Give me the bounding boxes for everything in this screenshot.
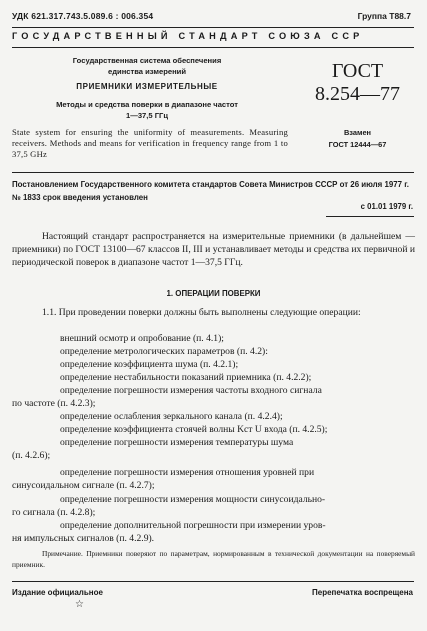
replaces-block xyxy=(300,127,415,151)
list-item: определение ослабления зеркального канала (п. 4.2.4); xyxy=(60,411,283,422)
list-item: определение дополнительной погрешности при измерении уров- xyxy=(60,520,326,531)
list-item: внешний осмотр и опробование (п. 4.1); xyxy=(60,333,224,344)
system-line-2: единства измерений xyxy=(107,67,187,76)
group-code: Группа Т88.7 xyxy=(357,11,411,21)
list-item: определение погрешности измерения частоты входного сигнала xyxy=(60,385,322,396)
system-line-1: Государственная система обеспечения xyxy=(72,56,222,65)
list-item: определение погрешности измерения мощности синусоидально- xyxy=(60,494,326,505)
paragraph-1-1: 1.1. При проведении поверки должны быть выполнены следующие операции: xyxy=(42,307,361,318)
star-icon: ☆ xyxy=(75,599,84,610)
list-item: определение коэффициента шума (п. 4.2.1); xyxy=(60,359,239,370)
top-rule xyxy=(12,27,414,28)
official-edition: Издание официальное xyxy=(12,588,103,597)
list-item: по частоте (п. 4.2.3); xyxy=(12,398,96,409)
list-item: определение погрешности измерения температуры шума xyxy=(60,437,294,448)
replaces-value: ГОСТ 12444—67 xyxy=(328,140,387,149)
main-title: ПРИЕМНИКИ ИЗМЕРИТЕЛЬНЫЕ xyxy=(76,82,218,91)
subtitle-line-1: Методы и средства поверки в диапазоне частот xyxy=(56,100,238,109)
list-item: определение коэффициента стоячей волны Kст U входа (п. 4.2.5); xyxy=(60,424,328,435)
banner-rule xyxy=(12,47,414,48)
document-title xyxy=(12,82,282,91)
document-subtitle xyxy=(12,99,282,121)
standard-banner: ГОСУДАРСТВЕННЫЙ СТАНДАРТ СОЮЗА ССР xyxy=(12,31,364,41)
list-item: го сигнала (п. 4.2.8); xyxy=(12,507,96,518)
section-title: 1. ОПЕРАЦИИ ПОВЕРКИ xyxy=(166,289,261,298)
list-item: (п. 4.2.6); xyxy=(12,450,51,461)
list-item: ня импульсных сигналов (п. 4.2.9). xyxy=(12,533,155,544)
reprint-prohibited: Перепечатка воспрещена xyxy=(312,588,413,597)
note-paragraph: Примечание. Приемники поверяют по параметрам, нормированным в технической документации на поверяемый приемник. xyxy=(12,549,415,569)
gost-number: 8.254—77 xyxy=(315,83,400,105)
list-item: определение погрешности измерения отношения уровней при xyxy=(60,467,315,478)
english-title: State system for ensuring the uniformity of measurements. Measuring receivers. Methods and means for verification in frequency range from 1 to 37,5 GHz xyxy=(12,127,288,159)
list-item: определение метрологических параметров (п. 4.2): xyxy=(60,346,268,357)
list-item: синусоидальном сигнале (п. 4.2.7); xyxy=(12,480,155,491)
gost-designation xyxy=(300,60,415,106)
decree-text: Постановлением Государственного комитета стандартов Совета Министров СССР от 26 июля 1977 г. № 1833 срок введения установлен xyxy=(12,180,409,202)
list-item: определение нестабильности показаний приемника (п. 4.2.2); xyxy=(60,372,312,383)
udk-code: УДК 621.317.743.5.089.6 : 006.354 xyxy=(12,11,154,21)
replaces-label: Взамен xyxy=(343,128,372,137)
footer-rule xyxy=(12,581,414,582)
gost-word: ГОСТ xyxy=(331,60,384,82)
system-name xyxy=(12,55,282,77)
decree-rule-top xyxy=(12,172,414,173)
intro-paragraph: Настоящий стандарт распространяется на измерительные приемники (в дальнейшем — приемники) по ГОСТ 13100—67 классов II, III и устанавливает методы и средства их первичной и периодической поверок в диапазоне частот 1—37,5 ГГц. xyxy=(12,231,415,268)
date-underline xyxy=(326,216,414,217)
effective-date: с 01.01 1979 г. xyxy=(360,202,413,211)
subtitle-line-2: 1—37,5 ГГц xyxy=(126,111,168,120)
